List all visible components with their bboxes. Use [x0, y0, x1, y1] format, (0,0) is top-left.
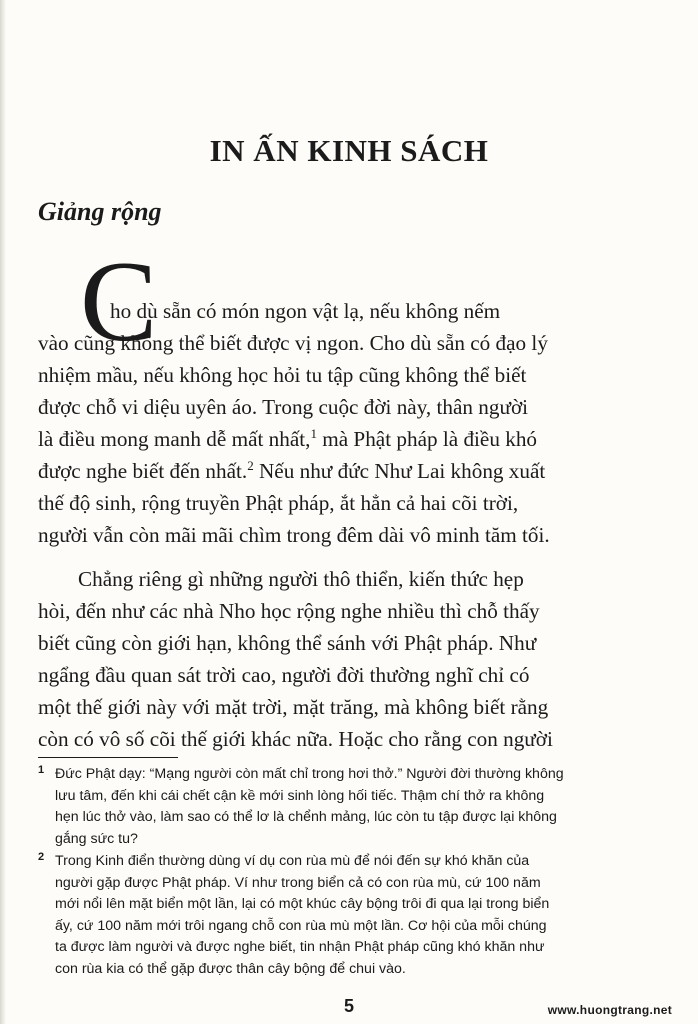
text-segment: mà Phật pháp là điều khó [322, 427, 538, 451]
text-line: hòi, đến như các nhà Nho học rộng nghe nhiều thì chỗ thấy [38, 599, 540, 623]
footnote-number: 2 [38, 851, 45, 863]
footnote-ref-2[interactable]: 2 [247, 458, 254, 473]
text-segment: được nghe biết đến nhất. [38, 459, 248, 483]
publisher-website[interactable]: www.huongtrang.net [547, 1003, 672, 1017]
text-line: Chẳng riêng gì những người thô thiển, kiến thức hẹp [78, 567, 524, 591]
text-line: vào cũng không thể biết được vị ngon. Cho dù sẵn có đạo lý [38, 331, 548, 355]
footnote-line: mới nổi lên mặt biển một lần, lại có một khúc cây bộng trôi đi qua lại trong biển [55, 896, 550, 912]
text-segment: là điều mong manh dễ mất nhất, [38, 427, 311, 451]
footnote-line: gắng sức tu? [55, 830, 138, 847]
text-line: biết cũng còn giới hạn, không thể sánh với Phật pháp. Như [38, 631, 537, 655]
footnote-line: Trong Kinh điển thường dùng ví dụ con rùa mù để nói đến sự khó khăn của [55, 853, 530, 869]
text-line: được chỗ vi diệu uyên áo. Trong cuộc đời này, thân người [38, 395, 529, 419]
footnote-divider [38, 757, 178, 758]
paragraph-2 [38, 563, 660, 755]
drop-cap-letter: C [80, 238, 158, 366]
text-line [38, 455, 660, 487]
footnote-line: ấy, cứ 100 năm mới trôi ngang chỗ con rùa mù một lần. Cơ hội của mỗi chúng [55, 917, 547, 934]
footnote-1 [38, 764, 668, 850]
text-line: còn có vô số cõi thế giới khác nữa. Hoặc cho rằng con người [38, 727, 553, 751]
chapter-title: IN ẤN KINH SÁCH [209, 133, 489, 168]
footnote-2 [38, 851, 668, 980]
page-number: 5 [343, 996, 354, 1016]
footnote-line: con rùa kia có thể gặp được thân cây bộng để chui vào. [55, 960, 406, 977]
footnote-line: hẹn lúc thở vào, làm sao có thể lơ là chểnh mảng, lúc còn tu tập được lại không [55, 809, 557, 825]
text-line: một thế giới này với mặt trời, mặt trăng, mà không biết rằng [38, 695, 549, 719]
text-line: ho dù sẵn có món ngon vật lạ, nếu không nếm [110, 299, 501, 323]
footnote-line: Đức Phật dạy: “Mạng người còn mất chỉ trong hơi thở.” Người đời thường không [55, 766, 564, 782]
footnote-line: ta được làm người và được nghe biết, tin nhận Phật pháp cũng khó khăn như [55, 939, 545, 955]
text-line: người vẫn còn mãi mãi chìm trong đêm dài vô minh tăm tối. [38, 523, 550, 547]
section-subtitle: Giảng rộng [38, 197, 162, 226]
text-line: ngẩng đầu quan sát trời cao, người đời thường nghĩ chỉ có [38, 663, 530, 687]
paragraph-1 [38, 295, 660, 551]
text-line: nhiệm mầu, nếu không học hỏi tu tập cũng không thể biết [38, 363, 527, 387]
text-line [38, 423, 660, 455]
text-segment: Nếu như đức Như Lai không xuất [259, 459, 546, 483]
footnotes [38, 764, 668, 981]
footnote-line: lưu tâm, đến khi cái chết cận kề mới sinh lòng hối tiếc. Thậm chí thở ra không [55, 787, 545, 804]
footnote-line: người gặp được Phật pháp. Ví như trong biển cả có con rùa mù, cứ 100 năm [55, 874, 541, 891]
footnote-ref-1[interactable]: 1 [310, 426, 317, 441]
footnote-number: 1 [38, 764, 45, 776]
text-line: thế độ sinh, rộng truyền Phật pháp, ắt hẳn cả hai cõi trời, [38, 491, 519, 515]
